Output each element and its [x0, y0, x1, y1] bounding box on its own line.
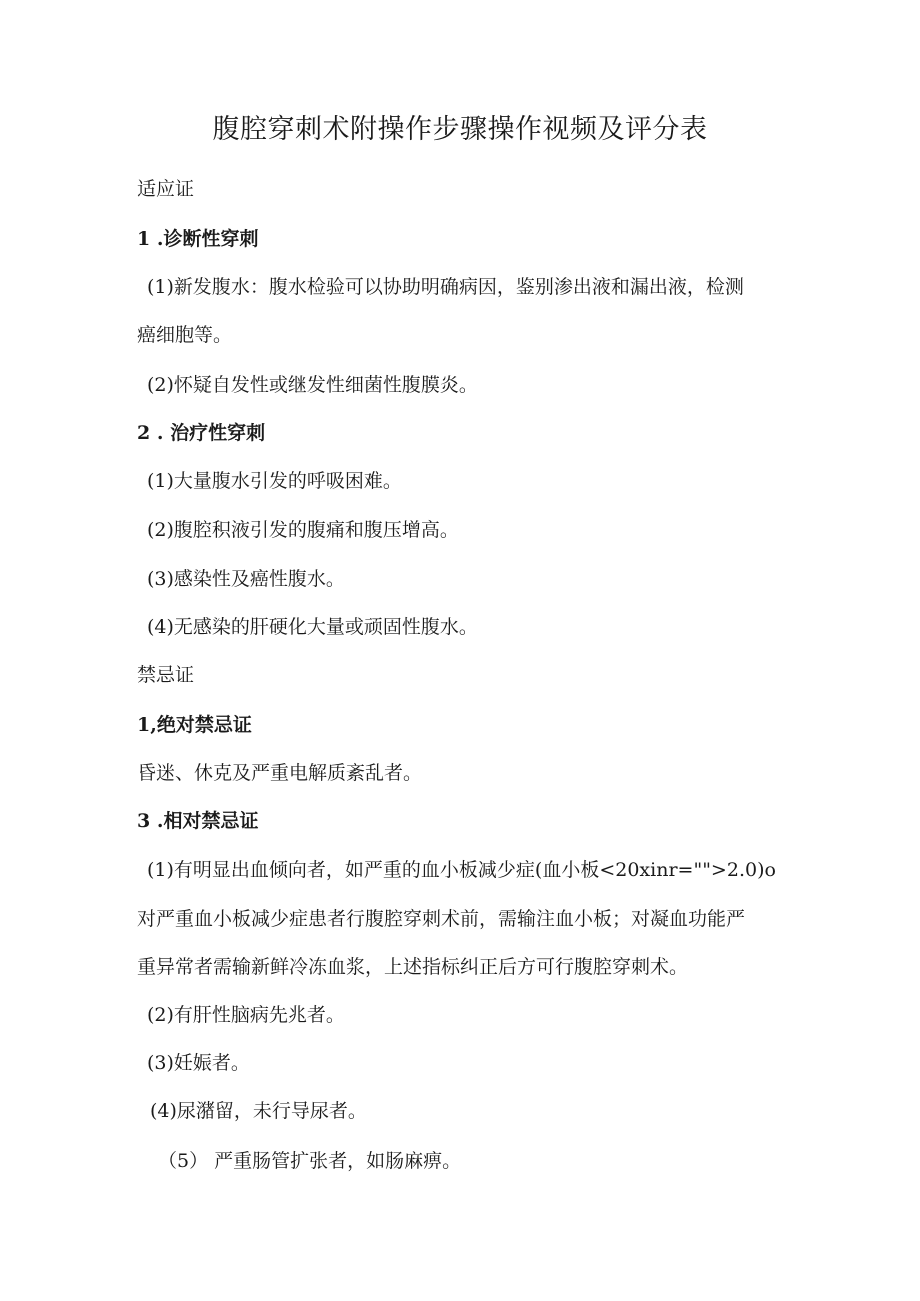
list-item-bowel-distension: （5） 严重肠管扩张者，如肠麻痹。: [158, 1150, 462, 1172]
subheading-therapeutic-puncture: 2 . 治疗性穿刺: [137, 422, 266, 444]
list-item-bleeding-tendency: (1)有明显出血倾向者，如严重的血小板减少症(血小板<20xinr="">2.0)o: [147, 859, 776, 881]
list-item-bleeding-tendency-continued-2: 重异常者需输新鲜冷冻血浆，上述指标纠正后方可行腹腔穿刺术。: [137, 956, 689, 978]
list-item-peritonitis: (2)怀疑自发性或继发性细菌性腹膜炎。: [147, 374, 478, 396]
list-item-dyspnea: (1)大量腹水引发的呼吸困难。: [147, 470, 402, 492]
list-item-pregnancy: (3)妊娠者。: [147, 1052, 250, 1074]
section-heading-indications: 适应证: [137, 178, 195, 200]
subheading-absolute-contraindications: 1,绝对禁忌证: [137, 714, 252, 736]
list-item-abdominal-pain: (2)腹腔积液引发的腹痛和腹压增高。: [147, 519, 459, 541]
list-item-cirrhosis-ascites: (4)无感染的肝硬化大量或顽固性腹水。: [147, 616, 478, 638]
subheading-relative-contraindications: 3 .相对禁忌证: [137, 810, 259, 832]
list-item-bleeding-tendency-continued-1: 对严重血小板减少症患者行腹腔穿刺术前，需输注血小板；对凝血功能严: [137, 908, 746, 930]
list-item-infectious-ascites: (3)感染性及癌性腹水。: [147, 568, 345, 590]
subheading-diagnostic-puncture: 1 .诊断性穿刺: [137, 228, 259, 250]
list-item-urinary-retention: (4)尿潴留，未行导尿者。: [150, 1100, 367, 1122]
document-title: 腹腔穿刺术附操作步骤操作视频及评分表: [212, 114, 708, 145]
list-item-new-ascites-continued: 癌细胞等。: [137, 324, 233, 346]
paragraph-absolute-contraindications: 昏迷、休克及严重电解质紊乱者。: [137, 762, 423, 784]
list-item-new-ascites: (1)新发腹水：腹水检验可以协助明确病因，鉴别渗出液和漏出液，检测: [147, 276, 744, 298]
section-heading-contraindications: 禁忌证: [137, 664, 195, 686]
list-item-hepatic-encephalopathy: (2)有肝性脑病先兆者。: [147, 1004, 345, 1026]
